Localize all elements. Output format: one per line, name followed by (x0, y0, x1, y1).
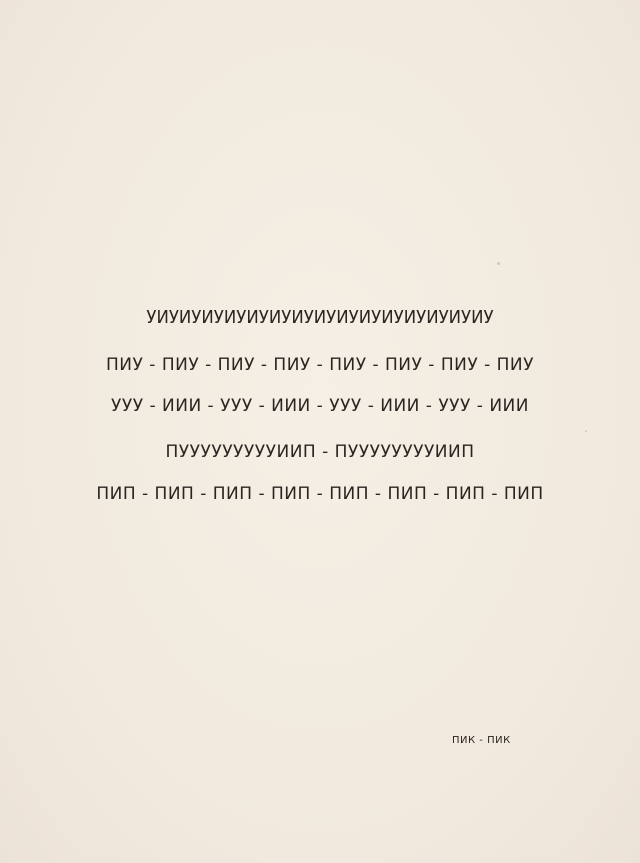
poem-line-4: ПУУУУУУУУУИИП - ПУУУУУУУУИИП (165, 442, 475, 462)
signature-text: ПИК - ПИК (452, 735, 511, 746)
paper-speck (585, 430, 587, 432)
poem-line-5: ПИП - ПИП - ПИП - ПИП - ПИП - ПИП - ПИП - ПИП (96, 484, 544, 504)
poem-line-2: ПИУ - ПИУ - ПИУ - ПИУ - ПИУ - ПИУ - ПИУ - ПИУ (106, 355, 534, 375)
poem-line-1: УИУИУИУИУИУИУИУИУИУИУИУИУИУИУИУ (146, 307, 494, 328)
paper-speck (497, 262, 500, 265)
poem-line-3: УУУ - ИИИ - УУУ - ИИИ - УУУ - ИИИ - УУУ - ИИИ (110, 396, 529, 416)
